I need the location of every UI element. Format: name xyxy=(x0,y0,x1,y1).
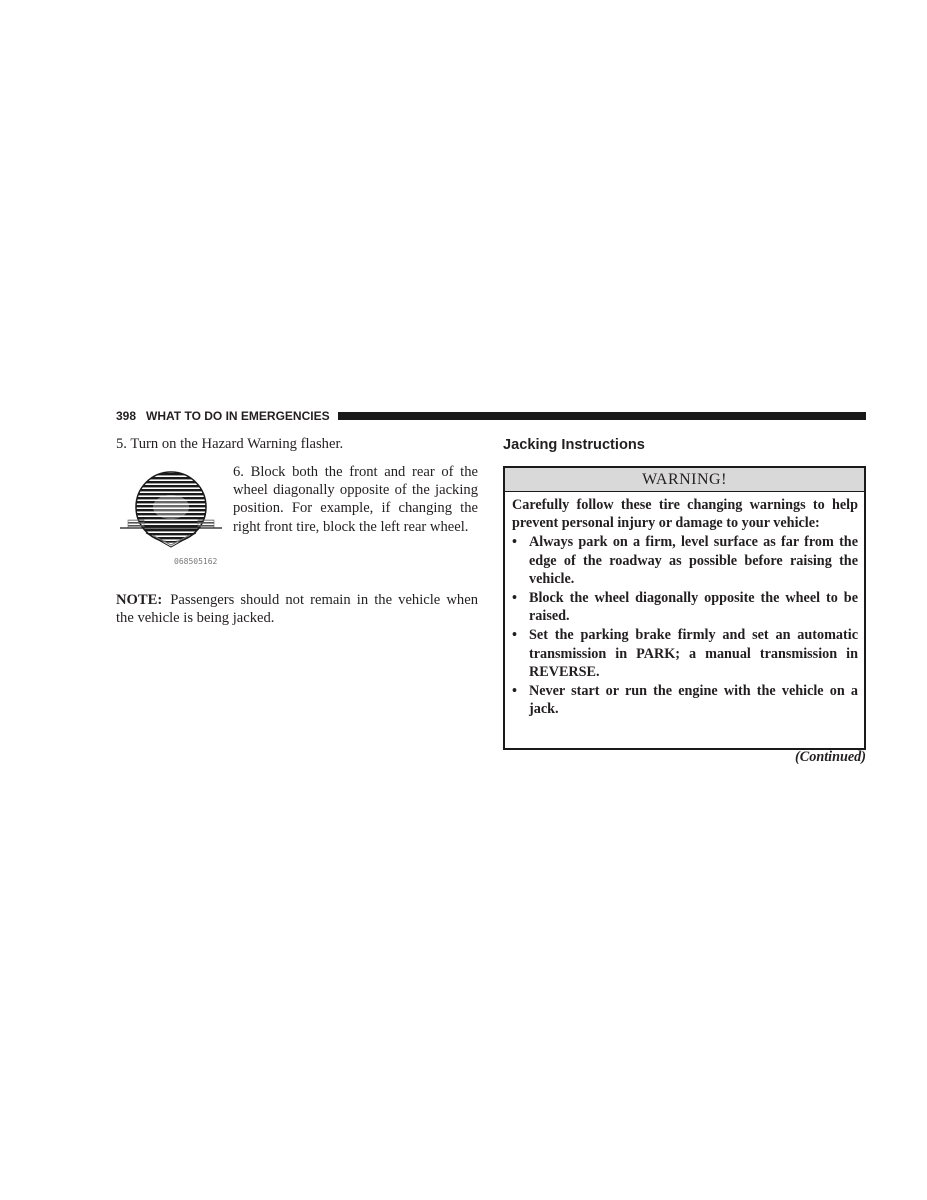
warning-item-text: Set the parking brake firmly and set an automatic transmission in PARK; a manual transmission in REVERSE. xyxy=(529,627,858,680)
page-header xyxy=(116,407,866,424)
jacking-instructions-heading: Jacking Instructions xyxy=(503,437,645,453)
warning-item xyxy=(512,682,858,718)
continued-label: (Continued) xyxy=(795,749,866,765)
section-title: WHAT TO DO IN EMERGENCIES xyxy=(146,408,330,423)
warning-item xyxy=(512,626,858,681)
step-6-block xyxy=(116,463,478,573)
note-paragraph xyxy=(116,591,478,627)
wheel-chock-illustration xyxy=(116,465,226,571)
left-column xyxy=(116,435,478,627)
warning-item-text: Always park on a firm, level surface as far from the edge of the roadway as possible before raising the vehicle. xyxy=(529,534,858,587)
step-5: 5. Turn on the Hazard Warning flasher. xyxy=(116,436,344,452)
note-text: Passengers should not remain in the vehicle when the vehicle is being jacked. xyxy=(116,592,478,627)
header-rule xyxy=(338,412,866,420)
bullet-icon: • xyxy=(512,627,517,644)
figure-code: 068505162 xyxy=(174,557,218,566)
warning-item-text: Never start or run the engine with the vehicle on a jack. xyxy=(529,683,858,718)
step-6: 6. Block both the front and rear of the wheel diagonally opposite of the jacking position. For example, if changing the right front tire, block the left rear wheel. xyxy=(233,464,478,535)
bullet-icon: • xyxy=(512,590,517,607)
warning-title: WARNING! xyxy=(505,468,864,492)
warning-body xyxy=(505,492,864,718)
bullet-icon: • xyxy=(512,534,517,551)
wheel-graphic xyxy=(136,472,206,542)
page-number: 398 xyxy=(116,408,137,423)
warning-item-text: Block the wheel diagonally opposite the wheel to be raised. xyxy=(529,590,858,625)
warning-box xyxy=(503,466,866,750)
warning-item xyxy=(512,589,858,625)
right-column xyxy=(503,435,866,765)
bullet-icon: • xyxy=(512,683,517,700)
note-label: NOTE: xyxy=(116,592,163,608)
warning-intro: Carefully follow these tire changing warnings to help prevent personal injury or damage to your vehicle: xyxy=(512,497,858,532)
warning-list xyxy=(512,533,858,718)
warning-item xyxy=(512,533,858,588)
